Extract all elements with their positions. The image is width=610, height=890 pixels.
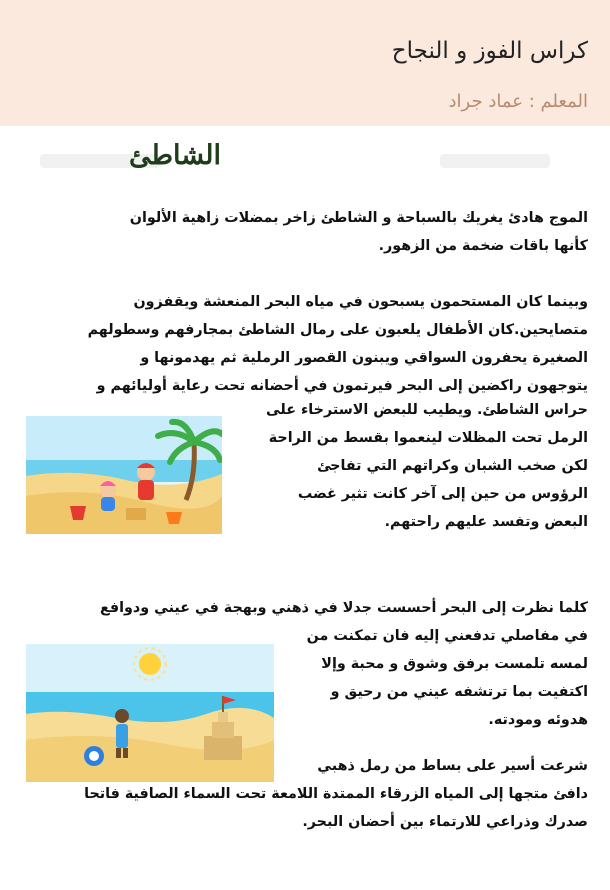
paragraph-3	[218, 396, 588, 536]
teacher-name: المعلم : عماد جراد	[448, 91, 588, 112]
paragraph-5	[3, 752, 588, 836]
text-line: لكن صخب الشبان وكراتهم التي تفاجئ	[317, 458, 588, 474]
paragraph-2	[13, 288, 588, 400]
text-line: الموج هادئ يغريك بالسباحة و الشاطئ زاخر بمضلات زاهية الألوان	[129, 210, 588, 226]
text-line: الصغيرة يحفرون السواقي ويبنون القصور الرملية ثم يهدمونها و	[140, 350, 588, 366]
text-line: البعض وتفسد عليهم راحتهم.	[384, 514, 588, 530]
text-line: يتوجهون راكضين إلى البحر فيرتمون في أحضانه تحت رعاية أوليائهم و	[96, 378, 588, 394]
text-line: لمسه تلمست برفق وشوق و محبة وإلا	[321, 656, 588, 672]
text-line: شرعت أسير على بساط من رمل ذهبي	[317, 758, 588, 774]
text-line: صدرك وذراعي للارتماء بين أحضان البحر.	[302, 814, 588, 830]
text-line: كأنها باقات ضخمة من الزهور.	[378, 238, 588, 254]
text-line: الرمل تحت المظلات لينعموا بقسط من الراحة	[268, 430, 588, 446]
document-title-text: الشاطئ	[128, 140, 222, 171]
document-title	[0, 140, 610, 171]
document-page	[0, 126, 610, 890]
text-line: حراس الشاطئ. ويطيب للبعض الاسترخاء على	[265, 402, 588, 418]
page-header	[0, 0, 610, 126]
text-line: في مفاصلي تدفعني إليه فان تمكنت من	[306, 628, 588, 644]
text-line: الرؤوس من حين إلى آخر كانت تثير غضب	[297, 486, 588, 502]
beach-children-illustration	[26, 416, 222, 534]
notebook-title: كراس الفوز و النجاح	[391, 38, 588, 64]
text-line: كلما نظرت إلى البحر أحسست جدلا في ذهني وبهجة في عيني ودوافع	[100, 600, 588, 616]
text-line: متصايحين.كان الأطفال يلعبون على رمال الشاطئ بمجارفهم وسطولهم	[87, 322, 588, 338]
paragraph-1	[13, 204, 588, 260]
text-line: هدوئه ومودته.	[488, 712, 588, 728]
text-line: اكتفيت بما ترتشفه عيني من رحيق و	[330, 684, 588, 700]
text-line: دافئ متجها إلى المياه الزرقاء الممتدة اللامعة تحت السماء الصافية فاتحا	[84, 786, 588, 802]
text-line: وبينما كان المستحمون يسبحون في مياه البحر المنعشة ويقفزون	[133, 294, 588, 310]
